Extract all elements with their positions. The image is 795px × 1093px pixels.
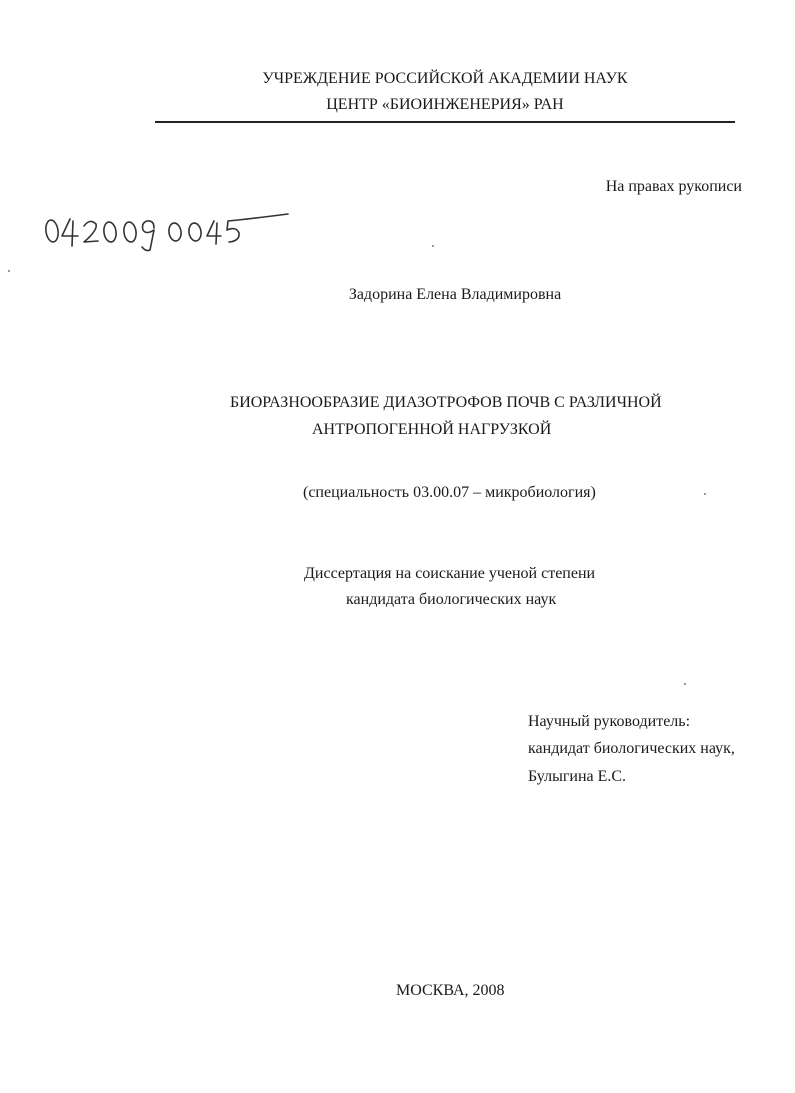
scan-speck — [8, 270, 10, 272]
supervisor-name: Булыгина Е.С. — [528, 768, 627, 785]
header-divider — [155, 121, 735, 123]
scan-speck — [684, 683, 686, 685]
author-name: Задорина Елена Владимировна — [348, 286, 562, 303]
dissertation-line-2: кандидата биологических наук — [346, 591, 557, 608]
supervisor-degree: кандидат биологических наук, — [528, 740, 735, 757]
city-year: МОСКВА, 2008 — [396, 982, 505, 999]
dissertation-line-1: Диссертация на соискание ученой степени — [304, 565, 596, 582]
scan-speck — [432, 245, 434, 247]
handwritten-archive-number — [40, 206, 290, 256]
institution-line-1: УЧРЕЖДЕНИЕ РОССИЙСКОЙ АКАДЕМИИ НАУК — [262, 70, 628, 87]
specialty: (специальность 03.00.07 – микробиология) — [303, 484, 596, 501]
manuscript-note: На правах рукописи — [605, 178, 742, 195]
thesis-title-line-1: БИОРАЗНООБРАЗИЕ ДИАЗОТРОФОВ ПОЧВ С РАЗЛИЧНОЙ — [230, 394, 662, 411]
scan-speck — [704, 493, 706, 495]
institution-line-2: ЦЕНТР «БИОИНЖЕНЕРИЯ» РАН — [326, 96, 564, 113]
supervisor-label: Научный руководитель: — [528, 713, 691, 730]
thesis-title-line-2: АНТРОПОГЕННОЙ НАГРУЗКОЙ — [312, 421, 552, 438]
